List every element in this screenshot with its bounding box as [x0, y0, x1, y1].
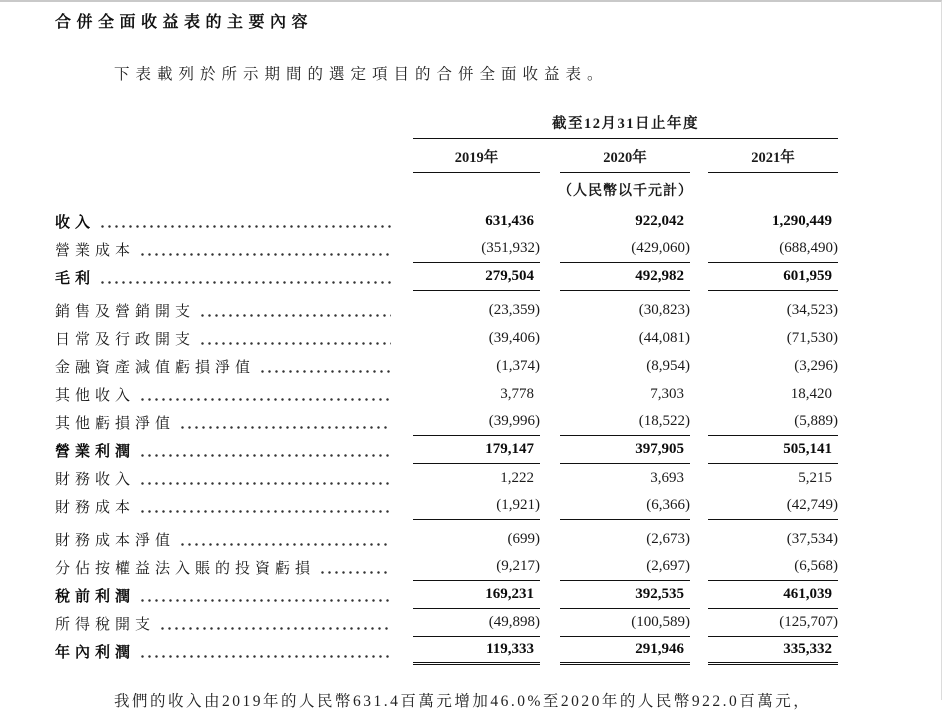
value-2021: 18,420: [790, 385, 832, 402]
table-row: [55, 263, 941, 291]
value-2020: (18,522): [560, 408, 690, 436]
table-row: [55, 296, 941, 324]
value-2021: 1,290,449: [772, 212, 832, 229]
value-2021: 505,141: [708, 436, 838, 464]
row-label: 毛利: [55, 270, 96, 287]
value-2020: 291,946: [560, 637, 690, 665]
value-2019: (39,406): [488, 329, 540, 346]
value-2019: (49,898): [413, 609, 540, 637]
value-2020: 7,303: [650, 385, 684, 402]
dot-leader: [199, 324, 391, 352]
row-label-cell: [55, 235, 413, 263]
row-label-cell: [55, 324, 413, 352]
row-label-cell: [55, 637, 413, 665]
table-row: [55, 581, 941, 609]
value-2020: 392,535: [560, 581, 690, 609]
value-2020: (2,673): [646, 530, 690, 547]
value-2019: 169,231: [413, 581, 540, 609]
row-label-cell: [55, 296, 413, 324]
row-label: 銷售及營銷開支: [55, 303, 196, 320]
row-label-cell: [55, 553, 413, 581]
value-2019: 119,333: [413, 637, 540, 665]
row-label-cell: [55, 408, 413, 436]
dot-leader: [99, 207, 391, 235]
table-row: [55, 324, 941, 352]
dot-leader: [259, 352, 391, 380]
value-2021: (688,490): [708, 235, 838, 263]
row-label-cell: [55, 609, 413, 637]
section-heading: 合併全面收益表的主要內容: [55, 14, 314, 31]
row-label: 日常及行政開支: [55, 331, 196, 348]
table-row: [55, 352, 941, 380]
value-2019: 3,778: [500, 385, 534, 402]
value-2019: (9,217): [413, 553, 540, 581]
row-label-cell: [55, 525, 413, 553]
value-2021: (125,707): [708, 609, 838, 637]
row-label: 分佔按權益法入賬的投資虧損: [55, 560, 316, 577]
dot-leader: [139, 464, 391, 492]
table-row: [55, 553, 941, 581]
dot-leader: [139, 380, 391, 408]
value-2021: (34,523): [786, 301, 838, 318]
dot-leader: [159, 609, 391, 637]
column-header-2021: 2021年: [708, 139, 838, 173]
dot-leader: [139, 235, 391, 263]
row-label-cell: [55, 492, 413, 520]
value-2019: (699): [507, 530, 540, 547]
dot-leader: [139, 492, 391, 520]
value-2021: (3,296): [794, 357, 838, 374]
value-2019: 279,504: [413, 263, 540, 291]
table-row: [55, 609, 941, 637]
value-2021: (6,568): [708, 553, 838, 581]
intro-paragraph: 下表載列於所示期間的選定項目的合併全面收益表。: [114, 66, 609, 83]
value-2021: (42,749): [708, 492, 838, 520]
row-label-cell: [55, 464, 413, 492]
value-2020: 397,905: [560, 436, 690, 464]
table-row: [55, 380, 941, 408]
row-label: 營業成本: [55, 242, 136, 259]
row-label: 稅前利潤: [55, 588, 136, 605]
row-label-cell: [55, 380, 413, 408]
dot-leader: [179, 408, 391, 436]
income-statement-table: [55, 112, 941, 665]
value-2021: 5,215: [798, 469, 832, 486]
table-row: [55, 464, 941, 492]
table-body: [55, 207, 941, 665]
table-row: [55, 408, 941, 436]
row-label: 金融資產減值虧損淨值: [55, 359, 256, 376]
row-label: 營業利潤: [55, 443, 136, 460]
value-2019: (39,996): [413, 408, 540, 436]
row-label-cell: [55, 352, 413, 380]
value-2020: (2,697): [560, 553, 690, 581]
dot-leader: [139, 637, 391, 665]
value-2020: 3,693: [650, 469, 684, 486]
value-2021: 335,332: [708, 637, 838, 665]
value-2021: (71,530): [786, 329, 838, 346]
value-2020: 492,982: [560, 263, 690, 291]
bottom-paragraph: 我們的收入由2019年的人民幣631.4百萬元增加46.0%至2020年的人民幣922.0百萬元，: [114, 693, 812, 710]
row-label: 財務成本: [55, 499, 136, 516]
value-2020: (429,060): [560, 235, 690, 263]
dot-leader: [319, 553, 391, 581]
value-2021: 461,039: [708, 581, 838, 609]
value-2019: 1,222: [500, 469, 534, 486]
value-2021: (5,889): [708, 408, 838, 436]
period-header: 截至12月31日止年度: [413, 112, 838, 139]
value-2019: (1,374): [496, 357, 540, 374]
value-2019: (23,359): [488, 301, 540, 318]
row-label: 收入: [55, 214, 96, 231]
value-2020: (30,823): [638, 301, 690, 318]
row-label: 年內利潤: [55, 644, 136, 661]
value-2020: (6,366): [560, 492, 690, 520]
value-2019: (351,932): [413, 235, 540, 263]
value-2020: 922,042: [635, 212, 684, 229]
table-row: [55, 492, 941, 520]
table-row: [55, 207, 941, 235]
table-header: [55, 112, 941, 205]
value-2021: (37,534): [786, 530, 838, 547]
value-2019: 179,147: [413, 436, 540, 464]
column-header-2020: 2020年: [560, 139, 690, 173]
currency-unit-note: （人民幣以千元計）: [558, 184, 693, 199]
dot-leader: [139, 581, 391, 609]
row-label: 其他收入: [55, 387, 136, 404]
table-row: [55, 525, 941, 553]
dot-leader: [179, 525, 391, 553]
column-header-2019: 2019年: [413, 139, 540, 173]
dot-leader: [199, 296, 391, 324]
row-label-cell: [55, 207, 413, 235]
value-2021: 601,959: [708, 263, 838, 291]
table-row: [55, 436, 941, 464]
dot-leader: [99, 263, 391, 291]
row-label: 財務收入: [55, 471, 136, 488]
row-label: 所得稅開支: [55, 616, 156, 633]
table-row: [55, 637, 941, 665]
document-page: [0, 2, 941, 665]
dot-leader: [139, 436, 391, 464]
row-label-cell: [55, 436, 413, 464]
row-label-cell: [55, 263, 413, 291]
value-2020: (44,081): [638, 329, 690, 346]
row-label: 財務成本淨值: [55, 532, 176, 549]
value-2019: (1,921): [413, 492, 540, 520]
table-row: [55, 235, 941, 263]
value-2019: 631,436: [485, 212, 534, 229]
value-2020: (100,589): [560, 609, 690, 637]
row-label: 其他虧損淨值: [55, 415, 176, 432]
row-label-cell: [55, 581, 413, 609]
value-2020: (8,954): [646, 357, 690, 374]
